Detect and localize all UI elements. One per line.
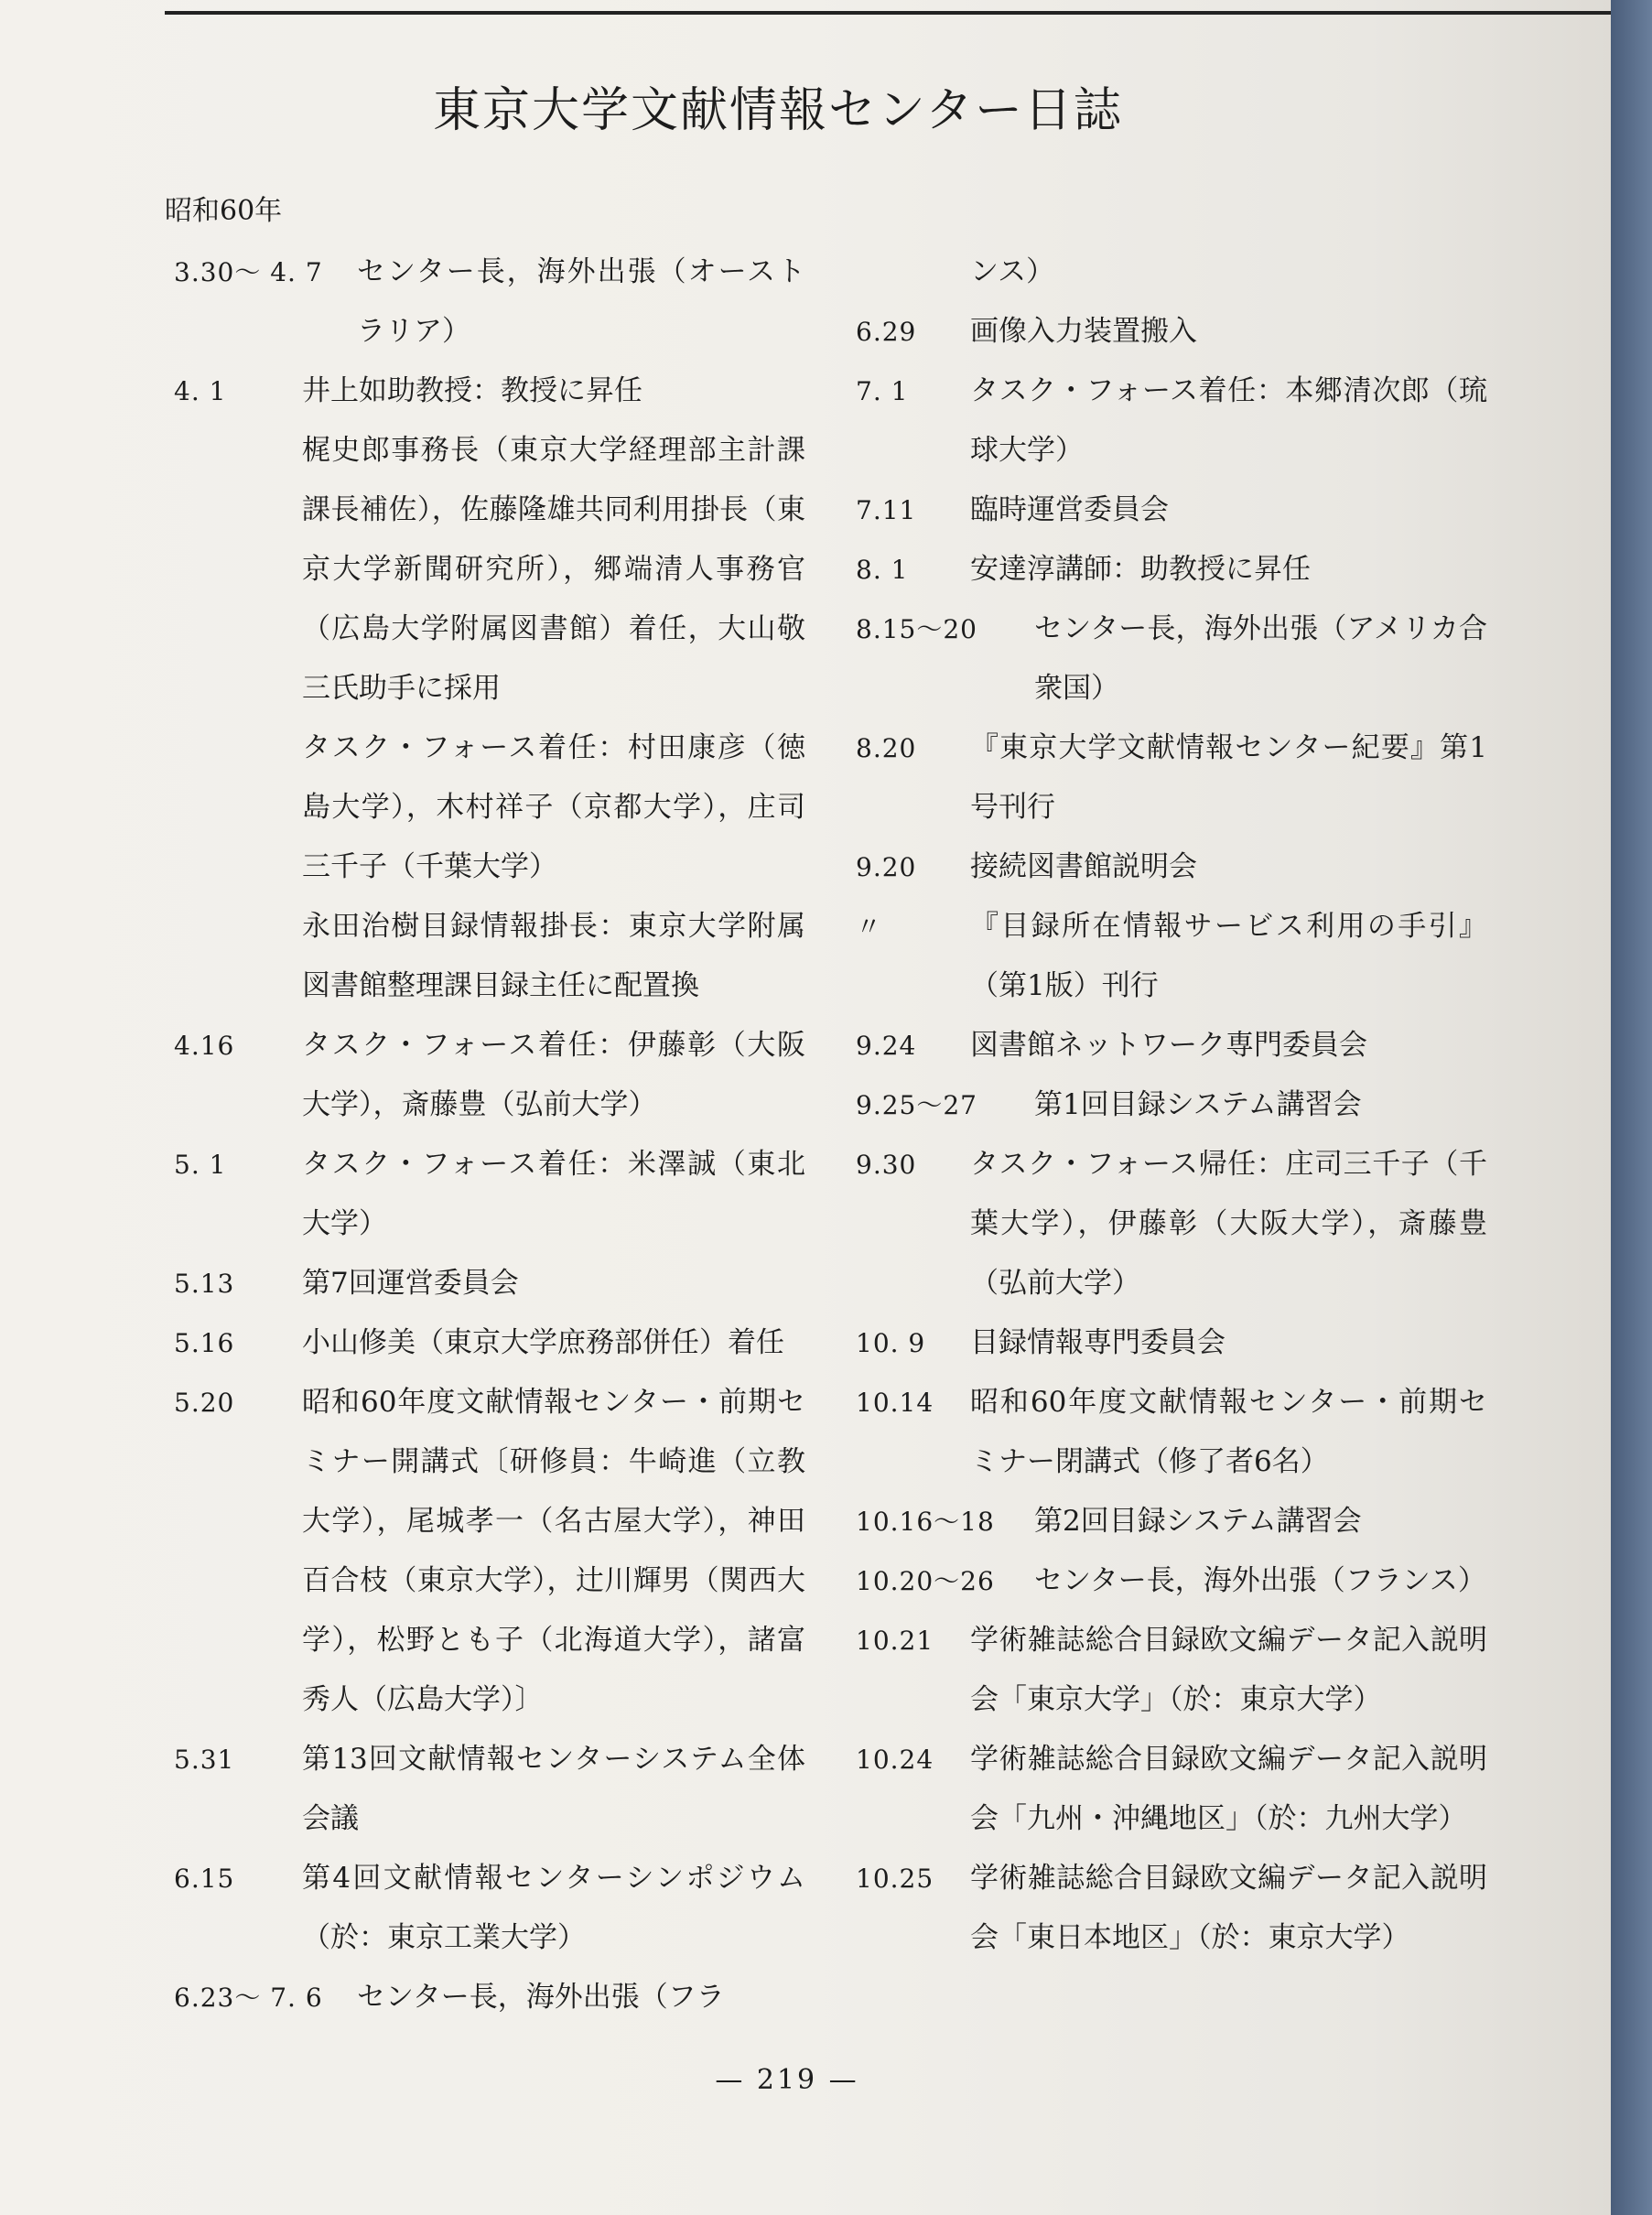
entry-text: センター長，海外出張（フラ — [357, 1981, 725, 2014]
entry-text: 接続図書館説明会 — [970, 850, 1197, 883]
entry-text: 昭和60年度文献情報センター・前期セミナー開講式〔研修員：牛崎進（立教大学），尾城孝一（名古屋大学），神田百合枝（東京大学），辻川輝男（関西大学），松野とも子（北海道大学），諸富秀人（広島大学）〕 — [302, 1386, 805, 1716]
entry-date: 10.16〜18 — [856, 1507, 995, 1537]
entry-date: 8.15〜20 — [856, 614, 977, 644]
entry-text: 『東京大学文献情報センター紀要』第1号刊行 — [970, 731, 1487, 824]
entry-text: タスク・フォース帰任：庄司三千子（千葉大学），伊藤彰（大阪大学），斎藤豊（弘前大学） — [970, 1148, 1487, 1300]
diary-entry — [856, 1551, 1487, 1611]
entry-date: 3.30〜 4. 7 — [174, 257, 323, 287]
diary-entry — [174, 421, 805, 719]
diary-entry — [856, 1313, 1487, 1373]
entry-date: 8.20 — [856, 733, 917, 763]
diary-entry — [856, 1373, 1487, 1492]
diary-entry — [856, 540, 1487, 600]
entry-date: 9.20 — [856, 852, 917, 882]
diary-entry — [174, 1730, 805, 1849]
diary-entry — [856, 1611, 1487, 1730]
diary-entry — [856, 1075, 1487, 1135]
entry-date — [856, 243, 970, 302]
diary-entry — [856, 362, 1487, 481]
diary-entry — [856, 243, 1487, 302]
entry-text: タスク・フォース着任：伊藤彰（大阪大学），斎藤豊（弘前大学） — [302, 1029, 805, 1121]
entry-text: タスク・フォース着任：本郷清次郎（琉球大学） — [970, 374, 1487, 467]
entry-date: 10.20〜26 — [856, 1566, 995, 1596]
entry-text: センター長，海外出張（オーストラリア） — [357, 255, 805, 348]
entry-date: 6.15 — [174, 1864, 235, 1894]
right-column — [856, 243, 1487, 1968]
entry-date: 10. 9 — [856, 1328, 926, 1358]
entry-date — [174, 897, 302, 1016]
entry-date: 〃 — [856, 912, 883, 942]
entry-text: 梶史郎事務長（東京大学経理部主計課課長補佐），佐藤隆雄共同利用掛長（東京大学新聞研究所），郷端清人事務官（広島大学附属図書館）着任，大山敬三氏助手に採用 — [302, 434, 805, 705]
diary-entry — [856, 897, 1487, 1016]
entry-date — [174, 421, 302, 719]
diary-entry — [856, 481, 1487, 540]
diary-entry — [856, 1730, 1487, 1849]
entry-text: 第13回文献情報センターシステム全体会議 — [302, 1743, 805, 1835]
entry-date: 9.25〜27 — [856, 1090, 977, 1120]
diary-entry — [856, 837, 1487, 897]
diary-entry — [856, 1016, 1487, 1075]
entry-date: 9.24 — [856, 1031, 917, 1061]
entry-text: 臨時運営委員会 — [970, 493, 1169, 526]
entry-text: 学術雑誌総合目録欧文編データ記入説明会「東日本地区」（於：東京大学） — [970, 1862, 1487, 1954]
diary-entry — [856, 719, 1487, 837]
entry-date: 9.30 — [856, 1150, 917, 1180]
entry-date: 6.29 — [856, 317, 917, 347]
entry-date: 7. 1 — [856, 376, 909, 406]
entry-text: センター長，海外出張（フランス） — [1034, 1564, 1486, 1597]
entry-text: 第2回目録システム講習会 — [1034, 1505, 1362, 1538]
left-column — [174, 243, 805, 2027]
entry-text: 学術雑誌総合目録欧文編データ記入説明会「九州・沖縄地区」（於：九州大学） — [970, 1743, 1487, 1835]
diary-entry — [856, 302, 1487, 362]
entry-text: 安達淳講師：助教授に昇任 — [970, 553, 1311, 586]
entry-date: 4. 1 — [174, 376, 227, 406]
diary-entry — [174, 719, 805, 897]
diary-entry — [856, 1849, 1487, 1968]
diary-entry — [174, 1373, 805, 1730]
diary-entry — [174, 1849, 805, 1968]
page-number: — 219 — — [715, 2064, 859, 2096]
diary-entry — [174, 1135, 805, 1254]
entry-date: 5. 1 — [174, 1150, 227, 1180]
entry-text: タスク・フォース着任：村田康彦（徳島大学），木村祥子（京都大学），庄司三千子（千葉大学） — [302, 731, 805, 883]
entry-text: 画像入力装置搬入 — [970, 315, 1197, 348]
diary-entry — [856, 1492, 1487, 1551]
entry-text: 『目録所在情報サービス利用の手引』（第1版）刊行 — [970, 910, 1487, 1002]
entry-date: 5.31 — [174, 1745, 235, 1775]
diary-entry — [174, 1313, 805, 1373]
entry-date: 10.24 — [856, 1745, 934, 1775]
entry-text: 第7回運営委員会 — [302, 1267, 519, 1300]
entry-text: 第1回目録システム講習会 — [1034, 1088, 1362, 1121]
entry-date: 10.14 — [856, 1388, 934, 1418]
diary-entry — [174, 243, 805, 362]
entry-text: 昭和60年度文献情報センター・前期セミナー閉講式（修了者6名） — [970, 1386, 1487, 1478]
entry-text: 永田治樹目録情報掛長：東京大学附属図書館整理課目録主任に配置換 — [302, 910, 805, 1002]
background-edge — [1611, 0, 1652, 2215]
era-heading: 昭和60年 — [165, 195, 283, 227]
entry-text: 井上如助教授：教授に昇任 — [302, 374, 642, 407]
entry-text: 図書館ネットワーク専門委員会 — [970, 1029, 1367, 1062]
entry-text: 学術雑誌総合目録欧文編データ記入説明会「東京大学」（於：東京大学） — [970, 1624, 1487, 1716]
entry-date: 7.11 — [856, 495, 917, 525]
entry-text: ンス） — [970, 255, 1055, 288]
top-rule — [165, 11, 1611, 15]
entry-text: 目録情報専門委員会 — [970, 1326, 1226, 1359]
entry-date: 6.23〜 7. 6 — [174, 1983, 323, 2013]
diary-entry — [174, 1968, 805, 2027]
entry-date: 8. 1 — [856, 555, 909, 585]
entry-date: 4.16 — [174, 1031, 235, 1061]
entry-date: 5.16 — [174, 1328, 235, 1358]
page-title: 東京大学文献情報センター日誌 — [433, 83, 1123, 138]
entry-date: 5.20 — [174, 1388, 235, 1418]
diary-entry — [856, 1135, 1487, 1313]
entry-text: 第4回文献情報センターシンポジウム（於：東京工業大学） — [302, 1862, 805, 1954]
entry-date: 10.25 — [856, 1864, 934, 1894]
diary-entry — [174, 1254, 805, 1313]
diary-entry — [174, 362, 805, 421]
entry-date: 10.21 — [856, 1626, 934, 1656]
entry-text: センター長，海外出張（アメリカ合衆国） — [1034, 612, 1487, 705]
diary-entry — [174, 897, 805, 1016]
entry-text: 小山修美（東京大学庶務部併任）着任 — [302, 1326, 784, 1359]
entry-date: 5.13 — [174, 1269, 235, 1299]
diary-entry — [856, 600, 1487, 719]
entry-date — [174, 719, 302, 897]
entry-text: タスク・フォース着任：米澤誠（東北大学） — [302, 1148, 805, 1240]
diary-entry — [174, 1016, 805, 1135]
